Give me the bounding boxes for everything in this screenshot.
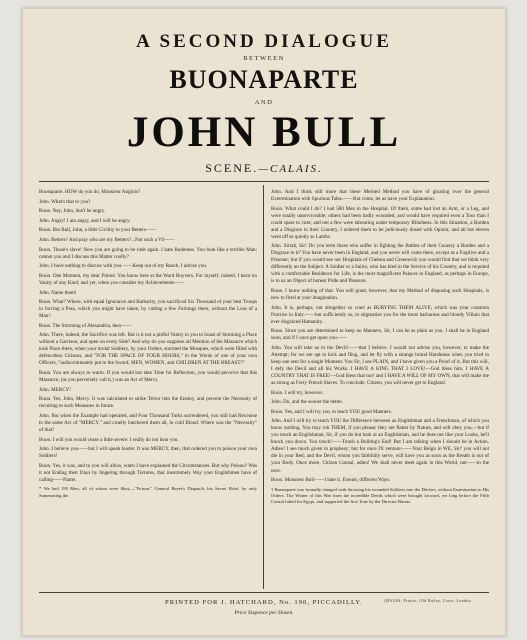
dialogue-line: Buon. What could I do? I had 580 Men in the Hospital. Of them, some had lost an Arm, or a Leg, and were totally unserviceable; others had been badly wounded, and would have required even a Tour than I could spare to cure; and not a few were labouring under temporary Blindness. In this Situation, a Burden and a Disgrace to their Country, I ordered them to be judiciously dosed with Opium; and all but eleven went off as quietly as Lambs. [271,205,489,240]
dialogue-line: Buon. Nay, John, don't be angry. [39,208,106,215]
scene-heading [23,161,505,176]
dialogue-line: Buon. Yes, it was, and to you will allow, when I have explained the Circumstances. But why Poison? Was it not Ending their Days by lingering through Tortures, that inextremely Way your Englishmen have of calling——Name. [39,462,257,483]
dialogue-line: John. Sirrah, Sir! Do you term those who suffer in fighting the Battles of their Country a Burden and a Disgrace to it? You have never been in England, and you never will come there, except as a Fugitive and a Prisoner; but if you would see our Hospitals of Chelsea and Greenwich you would find that we think very differently on the Subject. A Soldier or a Sailor, who has bled in the Service of his Country, and is requited with a comfortable Residence for Life, is the most magnificent Palaces in England, as perhaps in Europe, is to us an Object of honest Pride and Pleasure. [271,243,489,285]
price-line: Price Sixpence per Dozen. [234,610,294,616]
dialogue-line: Buon. But Bull, John, a little Civility to your Betters—— [39,227,157,234]
column-divider [263,185,264,589]
dialogue-line: Buon. Those's slave! Now you are going to be rude again. I hate Rudeness. You look like a terrible Man; cannot you and I discuss this Matter coolly? [39,246,257,260]
dialogue-line: Buon. Since you are determined to keep no Manners, Sir, I can be as plain as you. I shall be in England soon, and if I once get upon you—— [271,328,489,342]
dialogue-line: John. Angry! I am angry, and I will be angry. [39,217,131,224]
title-john-bull: JOHN BULL [126,109,402,156]
footnote: * We had 150 Men, all of whom were Shot,—"Poison." General Reyer's Dispatch, his Secret Brief, by only Summoning the [39,486,257,498]
closing-line: Buon. Monsieur Bull——I hate it. Exeunt, different Ways. [271,477,391,484]
dialogue-line: John. There, indeed, the Sacrifice was left. But is it not a pitiful Vanity in you to boast of Storming a Place without a Garrison, and open on every Side? And why do you suppress all Mention of the Massacre which took Place there, when your brutal Soldiery, by your Orders, stormed the Mosques, which were filled with defenceless Citizens, and "FOR THE SPACE OF FOUR HOURS," in the Words of one of your own Officers, "indiscriminately put to the Sword, MEN, WOMEN, and CHILDREN AT THE BREAST?" [39,332,257,367]
printer-line: PRINTED FOR J. HATCHARD, No. 190, PICCADILLY. [165,599,363,606]
left-column [39,189,257,502]
dialogue-line: John. Betters? And pray who are my Betters?...Not such a Vil—— [39,237,175,244]
dialogue-line: Buon. I know nothing of that. You will grant, however, that my Method of disposing such Hospitals, is new to fired at your imagination. [271,287,489,301]
dialogue-line: Buon. Yes, and I will try, too, to teach YOU good Manners. [271,408,393,415]
bottom-rule [39,592,489,593]
dialogue-line: John. MERCY! [39,386,71,393]
dialogue-line: Buonaparte. HOW do you do, Monsieur Anglois? [39,189,141,195]
footnote: † Buonaparte was formally charged with throwing his wounded Soldiers into the Ditches, without Examination to His Orders. The Winter of this War from the incredible Deeds which were brought forward, yet long before the Fifth Consul failed for Egypt, and supported the first Tone by the Director Barras. [271,486,489,505]
top-rule [39,181,489,182]
right-column [271,189,489,508]
dialogue-line: John. I believe you——but I will speak louder. It was MERCY, then, that ordered you to poison your own Soldiers! [39,446,257,460]
dialogue-line: Buon. I will you would cease a little severe: I really do not hear you. [39,436,179,443]
scene-label: SCENE. [205,161,259,175]
printer-imprint: (HALES, Printer, Old Bailey, Court, London [384,599,471,603]
dialogue-line: John. But when the Example had operated, and Four Thousand Turks surrendered, you still had Recourse to the same Act of "MERCY," and cruelly butchered them all, in cold Blood. Where was the "Necessity" of that? [39,412,257,433]
dialogue-line: John. Do, and the sooner the better. [271,399,344,406]
scene-place: —CALAIS. [258,163,323,175]
dialogue-line: John. It is, perhaps, not altogether so cruel as BURYING THEM ALIVE; which was your common Practice in Italy.——but sufficiently so, to stigmatize you for the most barbarous and bloody Villain that ever disgraced Humanity. [271,304,489,325]
dialogue-line: John. You will take us to the Devil!——that I believe. I would not advise you, however, to make the Attempt; for we are apt to kick and fling, and let fly with a strange brutal Harshness when you tried to keep one sent for a single Moment. You Sir, I see PLAIN, and I have given you a Proof of it. But this will, I defy the Devil and all his Works. I HAVE A KING THAT I LOVE!—God bless him. I HAVE A COUNTRY THAT IS FREE!—God bless that too! and I HAVE A WILL OF MY OWN, that will make me as strong as Forty French Slaves. To conclude, Citizen, you will never get to England. [271,344,489,386]
dialogue-line: John. Name them! [39,289,77,296]
dialogue-line: John. What's that to you? [39,198,91,205]
dialogue-line: John. I have nothing to discuss with you.——Keep out of my Reach, I advise you. [39,263,208,270]
title-between: BETWEEN [243,55,285,62]
dialogue-line: Buon. You are always to warm. If you would but take Time for Reflection, you would perceive that this Massacre, (as you perversely call it,) was an Act of Mercy. [39,370,257,384]
title-and: AND [254,99,274,106]
dialogue-line: John. And I think still more that these Merited Method you have of gloating over the general Extermination with Spurious Tales.——But come, let us have your Explanation. [271,189,489,203]
dialogue-line: Buon. What? Where, with equal Ignorance and Barbarity, you sacrificed Six Thousand of your best Troops in forcing a Pass, which you might have taken, by cutting a few Furlongs there, without the Loss of a Man? [39,299,257,320]
dialogue-line: John. And I will try to teach YOU the Difference between an Englishman and a Frenchman, of which you know nothing. You may rob THEM, if you please; they are flatter by Nature, and will obey you,—but if you touch an Englishman, Sir, if you do but look at an Englishman, and he does not like your Looks, he'll knock you down. You touch!——Touch a Bulldog's End! But I am talking when I should be in Action. Adieu! I see much given to prophesy; but for once I'll venture:——Your Reign in WE, Sir? you will not die in your Bed; and the Devil, whom you faithfully serve, will have you as soon as the Breath is out of your Body. Once more, Citizen Consul, adieu! We shall never meet again in this World, not——in the next. [271,418,489,474]
title-buonaparte: BUONAPARTE [169,65,359,94]
dialogue-line: Buon. I will try, however. [271,389,324,396]
dialogue-line: Buon. One Moment, my dear Friend. You know here at the Word Buyvers. For myself, indeed, I have no Vanity of any Kind; and yet, when you consider my Achievements—— [39,272,257,286]
dialogue-line: Buon. Yes, John, Mercy. It was calculated to strike Terror into the Enemy, and prevent the Necessity of recurring to such Measures in future. [39,396,257,410]
broadside-sheet [22,8,506,636]
title-line-1: A SECOND DIALOGUE [136,31,392,52]
dialogue-line: Buon. The Storming of Alexandria, then—— [39,322,132,329]
